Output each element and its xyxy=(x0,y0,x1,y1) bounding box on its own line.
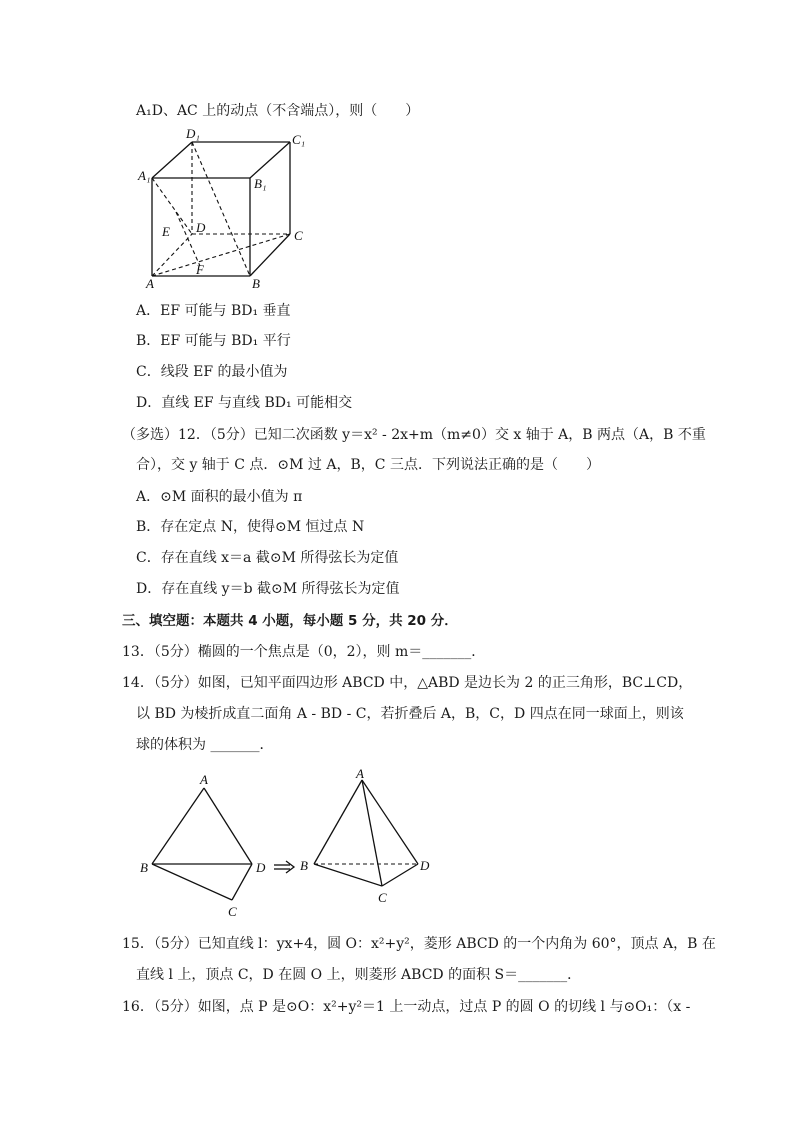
q14-label-B: B xyxy=(140,860,148,875)
label-C1: C₁ xyxy=(292,132,306,147)
q11-option-b: B．EF 可能与 BD₁ 平行 xyxy=(136,333,291,349)
label-A1: A₁ xyxy=(138,168,151,183)
q11-option-d: D．直线 EF 与直线 BD₁ 可能相交 xyxy=(136,395,353,411)
q13-text: 13．（5分）椭圆的一个焦点是（0，2），则 m＝_______． xyxy=(122,644,486,660)
q14-label-B2: B xyxy=(300,858,308,873)
label-B1: B₁ xyxy=(254,176,267,191)
q14-line1: 14．（5分）如图，已知平面四边形 ABCD 中，△ABD 是边长为 2 的正三角形，BC⊥CD， xyxy=(122,675,693,691)
q12-line1: （多选）12．（5分）已知二次函数 y＝x² - 2x+m（m≠0）交 x 轴于 A，B 两点（A，B 不重 xyxy=(122,427,706,443)
label-B: B xyxy=(252,276,260,288)
q11-stem-tail: A₁D、AC 上的动点（不含端点），则（ ） xyxy=(136,103,420,119)
q14-label-C2: C xyxy=(378,890,387,905)
q12-line2: 合），交 y 轴于 C 点．⊙M 过 A，B，C 三点．下列说法正确的是（ ） xyxy=(136,457,600,473)
q12-option-b: B．存在定点 N，使得⊙M 恒过点 N xyxy=(136,519,365,535)
q11-cube-figure xyxy=(136,128,316,288)
q14-line3: 球的体积为 _______． xyxy=(136,737,274,753)
label-F: F xyxy=(196,262,204,277)
label-A: A xyxy=(146,276,154,288)
label-D: D xyxy=(196,220,206,235)
q12-option-a: A．⊙M 面积的最小值为 π xyxy=(136,489,303,505)
q14-label-A: A xyxy=(200,772,208,787)
q16-line1: 16．（5分）如图，点 P 是⊙O：x²+y²＝1 上一动点，过点 P 的圆 O 的切线 l 与⊙O₁：（x - xyxy=(122,999,691,1015)
q12-option-d: D．存在直线 y＝b 截⊙M 所得弦长为定值 xyxy=(136,581,400,597)
q14-label-D2: D xyxy=(420,858,430,873)
label-C: C xyxy=(294,228,303,243)
q14-label-A2: A xyxy=(356,768,364,781)
q11-option-a: A．EF 可能与 BD₁ 垂直 xyxy=(136,303,291,319)
section-heading: 三、填空题：本题共 4 小题，每小题 5 分，共 20 分． xyxy=(122,613,458,629)
q15-line2: 直线 l 上，顶点 C，D 在圆 O 上，则菱形 ABCD 的面积 S＝_______． xyxy=(136,967,582,983)
q14-fold-figure xyxy=(136,768,436,928)
q14-label-C: C xyxy=(228,904,237,919)
label-D1: D₁ xyxy=(186,128,200,141)
q14-line2: 以 BD 为棱折成直二面角 A - BD - C，若折叠后 A，B，C，D 四点在同一球面上，则该 xyxy=(136,706,684,722)
q15-line1: 15．（5分）已知直线 l：yx+4，圆 O：x²+y²，菱形 ABCD 的一个内角为 60°，顶点 A，B 在 xyxy=(122,936,716,952)
q11-option-c: C．线段 EF 的最小值为 xyxy=(136,364,288,380)
q14-label-D: D xyxy=(256,860,266,875)
label-E: E xyxy=(162,224,170,239)
q12-option-c: C．存在直线 x＝a 截⊙M 所得弦长为定值 xyxy=(136,550,399,566)
